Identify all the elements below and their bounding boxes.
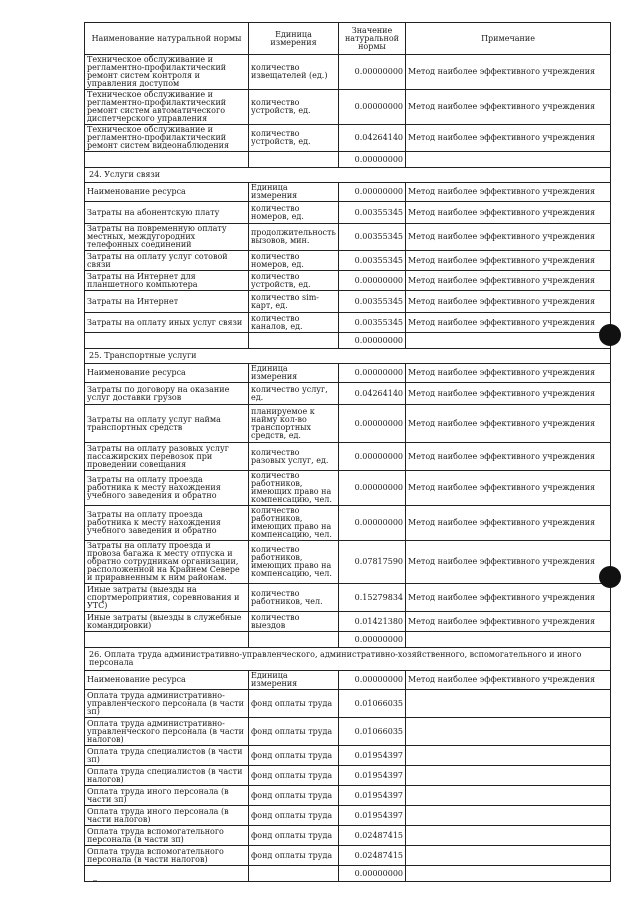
norms-table: [84, 22, 611, 882]
norm-value: 0.00000000: [339, 506, 406, 541]
table-row: [85, 541, 611, 584]
resource-name: Затраты на оплату услуг найма транспортных средств: [85, 405, 249, 443]
table-row: [85, 612, 611, 632]
note: Метод наиболее эффективного учреждения: [406, 291, 611, 313]
norm-value: 0.01066035: [339, 690, 406, 718]
note: Метод наиболее эффективного учреждения: [406, 671, 611, 690]
resource-name: Затраты на оплату иных услуг связи: [85, 313, 249, 333]
resource-name: Оплата труда иного персонала (в части налогов): [85, 806, 249, 826]
resource-name: Затраты на оплату проезда работника к месту нахождения учебного заведения и обратно: [85, 506, 249, 541]
norm-value: 0.00000000: [339, 405, 406, 443]
note: Метод наиболее эффективного учреждения: [406, 90, 611, 125]
table-row: [85, 90, 611, 125]
resource-name: Затраты на оплату проезда и провоза багажа к месту отпуска и обратно сотрудникам организации, расположенной на Крайнем Севере и приравненным к ним районам.: [85, 541, 249, 584]
table-row: [85, 251, 611, 271]
note: Метод наиболее эффективного учреждения: [406, 271, 611, 291]
note: Метод наиболее эффективного учреждения: [406, 55, 611, 90]
note: Метод наиболее эффективного учреждения: [406, 125, 611, 152]
total-empty-cell: [406, 333, 611, 349]
norm-value: 0.00000000: [339, 443, 406, 471]
unit-of-measure: количество услуг, ед.: [249, 383, 339, 405]
note: [406, 690, 611, 718]
header-value: Значение натуральной нормы: [339, 23, 406, 55]
resource-name: Оплата труда вспомогательного персонала (в части налогов): [85, 846, 249, 866]
note: Метод наиболее эффективного учреждения: [406, 383, 611, 405]
norm-value: 0.00355345: [339, 202, 406, 224]
note: Метод наиболее эффективного учреждения: [406, 471, 611, 506]
note: Метод наиболее эффективного учреждения: [406, 584, 611, 612]
note: Метод наиболее эффективного учреждения: [406, 612, 611, 632]
section-heading-row: [85, 168, 611, 183]
resource-name: Затраты на абонентскую плату: [85, 202, 249, 224]
table-row: [85, 671, 611, 690]
note: Метод наиболее эффективного учреждения: [406, 183, 611, 202]
total-row: [85, 152, 611, 168]
unit-of-measure: количество номеров, ед.: [249, 251, 339, 271]
note: Метод наиболее эффективного учреждения: [406, 202, 611, 224]
resource-name: Техническое обслуживание и регламентно-профилактический ремонт систем автоматического диспетчерского управления: [85, 90, 249, 125]
resource-name: Иные затраты (выезды в служебные командировки): [85, 612, 249, 632]
scan-mark: [93, 880, 97, 881]
unit-of-measure: Единица измерения: [249, 364, 339, 383]
norm-value: 0.02487415: [339, 826, 406, 846]
table-row: [85, 826, 611, 846]
total-empty-cell: [249, 866, 339, 882]
total-empty-cell: [406, 866, 611, 882]
resource-name: Оплата труда вспомогательного персонала (в части зп): [85, 826, 249, 846]
unit-of-measure: Единица измерения: [249, 183, 339, 202]
norm-value: 0.01954397: [339, 746, 406, 766]
header-name: Наименование натуральной нормы: [85, 23, 249, 55]
unit-of-measure: количество работников, чел.: [249, 584, 339, 612]
table-row: [85, 364, 611, 383]
norm-value: 0.02487415: [339, 846, 406, 866]
table-row: [85, 202, 611, 224]
unit-of-measure: планируемое к найму кол-во транспортных средств, ед.: [249, 405, 339, 443]
table-row: [85, 405, 611, 443]
unit-of-measure: количество извещателей (ед.): [249, 55, 339, 90]
norm-value: 0.00355345: [339, 313, 406, 333]
note: [406, 746, 611, 766]
table-row: [85, 271, 611, 291]
unit-of-measure: фонд оплаты труда: [249, 846, 339, 866]
total-value: 0.00000000: [339, 333, 406, 349]
unit-of-measure: фонд оплаты труда: [249, 766, 339, 786]
resource-name: Оплата труда специалистов (в части зп): [85, 746, 249, 766]
note: [406, 766, 611, 786]
header-unit: Единица измерения: [249, 23, 339, 55]
total-row: [85, 866, 611, 882]
table-row: [85, 471, 611, 506]
resource-name: Затраты на Интернет: [85, 291, 249, 313]
resource-name: Оплата труда специалистов (в части налогов): [85, 766, 249, 786]
resource-name: Затраты на оплату проезда работника к месту нахождения учебного заведения и обратно: [85, 471, 249, 506]
table-row: [85, 224, 611, 251]
table-row: [85, 313, 611, 333]
total-empty-cell: [406, 152, 611, 168]
section-title: 26. Оплата труда административно-управленческого, административно-хозяйственного, вспомогательного и иного персонала: [85, 648, 611, 671]
section-heading-row: [85, 349, 611, 364]
norm-value: 0.04264140: [339, 383, 406, 405]
section-heading-row: [85, 648, 611, 671]
norm-value: 0.00000000: [339, 55, 406, 90]
table-row: [85, 846, 611, 866]
norm-value: 0.01954397: [339, 806, 406, 826]
total-value: 0.00000000: [339, 632, 406, 648]
resource-name: Затраты на оплату услуг сотовой связи: [85, 251, 249, 271]
table-row: [85, 125, 611, 152]
unit-of-measure: количество работников, имеющих право на компенсацию, чел.: [249, 506, 339, 541]
unit-of-measure: количество разовых услуг, ед.: [249, 443, 339, 471]
total-empty-cell: [249, 333, 339, 349]
norm-value: 0.00000000: [339, 271, 406, 291]
norm-value: 0.01421380: [339, 612, 406, 632]
total-row: [85, 333, 611, 349]
norm-value: 0.04264140: [339, 125, 406, 152]
total-empty-cell: [406, 632, 611, 648]
resource-name: Затраты на Интернет для планшетного компьютера: [85, 271, 249, 291]
unit-of-measure: продолжительность вызовов, мин.: [249, 224, 339, 251]
total-empty-cell: [85, 632, 249, 648]
unit-of-measure: фонд оплаты труда: [249, 718, 339, 746]
total-value: 0.00000000: [339, 866, 406, 882]
norm-value: 0.01954397: [339, 766, 406, 786]
norm-value: 0.00355345: [339, 251, 406, 271]
table-row: [85, 786, 611, 806]
note: Метод наиболее эффективного учреждения: [406, 224, 611, 251]
norm-value: 0.01954397: [339, 786, 406, 806]
unit-of-measure: количество устройств, ед.: [249, 125, 339, 152]
note: Метод наиболее эффективного учреждения: [406, 313, 611, 333]
total-row: [85, 632, 611, 648]
note: Метод наиболее эффективного учреждения: [406, 541, 611, 584]
resource-name: Затраты на оплату разовых услуг пассажирских перевозок при проведении совещания: [85, 443, 249, 471]
norm-value: 0.00355345: [339, 224, 406, 251]
table-row: [85, 584, 611, 612]
unit-of-measure: фонд оплаты труда: [249, 690, 339, 718]
table-row: [85, 806, 611, 826]
note: Метод наиболее эффективного учреждения: [406, 364, 611, 383]
resource-name: Затраты по договору на оказание услуг доставки грузов: [85, 383, 249, 405]
resource-name: Техническое обслуживание и регламентно-профилактический ремонт систем видеонаблюдения: [85, 125, 249, 152]
norm-value: 0.15279834: [339, 584, 406, 612]
section-title: 24. Услуги связи: [85, 168, 611, 183]
norm-value: 0.00000000: [339, 364, 406, 383]
norm-value: 0.00355345: [339, 291, 406, 313]
unit-of-measure: количество работников, имеющих право на компенсацию, чел.: [249, 541, 339, 584]
resource-name: Наименование ресурса: [85, 364, 249, 383]
total-value: 0.00000000: [339, 152, 406, 168]
unit-of-measure: фонд оплаты труда: [249, 826, 339, 846]
note: [406, 718, 611, 746]
table-row: [85, 443, 611, 471]
unit-of-measure: фонд оплаты труда: [249, 786, 339, 806]
resource-name: Затраты на повременную оплату местных, междугородних телефонных соединений: [85, 224, 249, 251]
norm-value: 0.01066035: [339, 718, 406, 746]
table-row: [85, 383, 611, 405]
norm-value: 0.00000000: [339, 471, 406, 506]
table-row: [85, 718, 611, 746]
unit-of-measure: количество устройств, ед.: [249, 271, 339, 291]
total-empty-cell: [85, 152, 249, 168]
note: Метод наиболее эффективного учреждения: [406, 506, 611, 541]
resource-name: Техническое обслуживание и регламентно-профилактический ремонт систем контроля и управления доступом: [85, 55, 249, 90]
unit-of-measure: количество номеров, ед.: [249, 202, 339, 224]
note: [406, 846, 611, 866]
note: Метод наиболее эффективного учреждения: [406, 443, 611, 471]
section-title: 25. Транспортные услуги: [85, 349, 611, 364]
norm-value: 0.00000000: [339, 90, 406, 125]
punch-hole-mark: [599, 566, 621, 588]
resource-name: Оплата труда административно-управленческого персонала (в части зп): [85, 690, 249, 718]
total-empty-cell: [85, 866, 249, 882]
note: [406, 786, 611, 806]
norm-value: 0.00000000: [339, 183, 406, 202]
note: [406, 806, 611, 826]
unit-of-measure: количество работников, имеющих право на компенсацию, чел.: [249, 471, 339, 506]
table-row: [85, 766, 611, 786]
unit-of-measure: количество выездов: [249, 612, 339, 632]
total-empty-cell: [249, 152, 339, 168]
table-row: [85, 183, 611, 202]
total-empty-cell: [249, 632, 339, 648]
note: Метод наиболее эффективного учреждения: [406, 251, 611, 271]
total-empty-cell: [85, 333, 249, 349]
resource-name: Наименование ресурса: [85, 671, 249, 690]
unit-of-measure: фонд оплаты труда: [249, 806, 339, 826]
norm-value: 0.00000000: [339, 671, 406, 690]
unit-of-measure: количество устройств, ед.: [249, 90, 339, 125]
table-row: [85, 506, 611, 541]
unit-of-measure: количество sim-карт, ед.: [249, 291, 339, 313]
table-header-row: [85, 23, 611, 55]
note: Метод наиболее эффективного учреждения: [406, 405, 611, 443]
table-row: [85, 746, 611, 766]
unit-of-measure: фонд оплаты труда: [249, 746, 339, 766]
punch-hole-mark: [599, 324, 621, 346]
table-row: [85, 291, 611, 313]
resource-name: Оплата труда административно-управленческого персонала (в части налогов): [85, 718, 249, 746]
unit-of-measure: Единица измерения: [249, 671, 339, 690]
unit-of-measure: количество каналов, ед.: [249, 313, 339, 333]
table-row: [85, 690, 611, 718]
resource-name: Оплата труда иного персонала (в части зп): [85, 786, 249, 806]
note: [406, 826, 611, 846]
header-note: Примечание: [406, 23, 611, 55]
norm-value: 0.07817590: [339, 541, 406, 584]
resource-name: Наименование ресурса: [85, 183, 249, 202]
table-row: [85, 55, 611, 90]
resource-name: Иные затраты (выезды на спортмероприятия, соревнования и УТС): [85, 584, 249, 612]
